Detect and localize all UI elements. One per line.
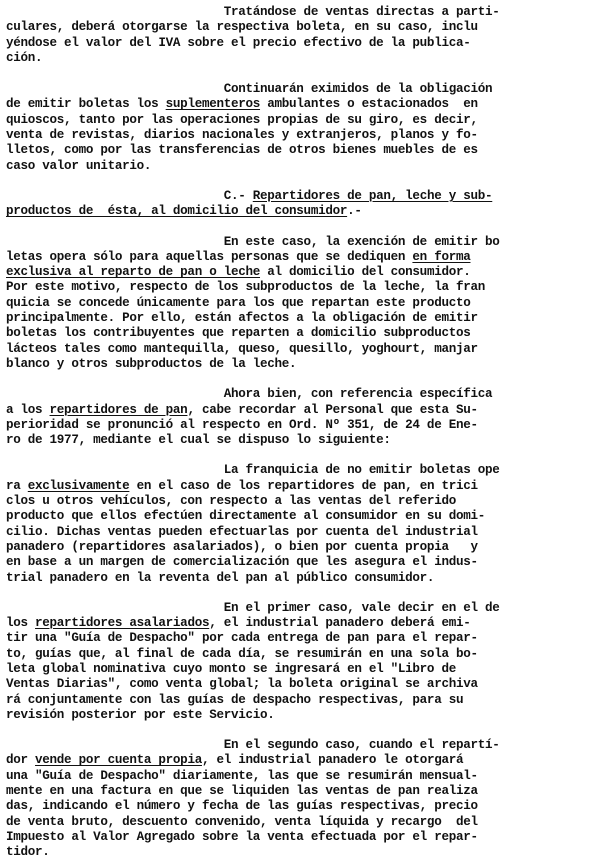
- text-run: ción.: [6, 50, 43, 65]
- text-line: [6, 128, 601, 143]
- paragraph: [6, 189, 601, 220]
- text-run: Ahora bien, con referencia específica: [6, 387, 493, 402]
- text-run: en el caso de los repartidores de pan, en trici: [129, 478, 478, 493]
- text-line: [6, 189, 601, 204]
- paragraph: [6, 601, 601, 723]
- text-line: [6, 342, 601, 357]
- text-run: ambulantes o estacionados en: [260, 97, 478, 112]
- text-line: [6, 509, 601, 524]
- text-line: [6, 326, 601, 341]
- text-run: quicia se concede únicamente para los que repartan este producto: [6, 295, 471, 310]
- text-run: cilio. Dichas ventas pueden efectuarlas por cuenta del industrial: [6, 524, 478, 539]
- text-line: [6, 753, 601, 768]
- paragraph: [6, 738, 601, 860]
- text-line: [6, 403, 601, 418]
- text-line: [6, 357, 601, 372]
- text-run: ra: [6, 478, 28, 493]
- paragraph: [6, 387, 601, 448]
- text-line: [6, 5, 601, 20]
- text-run: yéndose el valor del IVA sobre el precio efectivo de la publica-: [6, 35, 471, 50]
- text-run: lácteos tales como mantequilla, queso, quesillo, yoghourt, manjar: [6, 341, 478, 356]
- text-run: Ventas Diarias", como venta global; la boleta original se archiva: [6, 677, 478, 692]
- text-run: clos u otros vehículos, con respecto a las ventas del referido: [6, 494, 456, 509]
- text-run: los: [6, 616, 36, 631]
- text-line: [6, 433, 601, 448]
- text-run: , cabe recordar al Personal que esta Su-: [187, 402, 478, 417]
- underlined-text: repartidores asalariados: [35, 616, 210, 631]
- text-line: [6, 479, 601, 494]
- text-line: [6, 571, 601, 586]
- text-line: [6, 97, 601, 112]
- text-line: [6, 830, 601, 845]
- text-line: [6, 845, 601, 860]
- text-run: de venta bruto, descuento convenido, venta líquida y recargo del: [6, 814, 478, 829]
- text-line: [6, 250, 601, 265]
- text-run: leta global nominativa cuyo monto se ingresará en el "Libro de: [6, 661, 456, 676]
- text-run: en base a un margen de comercialización que les asegura el indus-: [6, 555, 478, 570]
- text-run: mente en una factura en que se liquiden las ventas de pan realiza: [6, 784, 478, 799]
- text-line: [6, 647, 601, 662]
- text-run: En este caso, la exención de emitir bo: [6, 234, 500, 249]
- text-run: venta de revistas, diarios nacionales y extranjeros, planos y fo-: [6, 128, 478, 143]
- text-run: , el industrial panadero deberá emi-: [209, 616, 471, 631]
- text-line: [6, 601, 601, 616]
- text-line: [6, 693, 601, 708]
- text-line: [6, 311, 601, 326]
- text-line: [6, 799, 601, 814]
- paragraph: [6, 5, 601, 66]
- underlined-text: vende por cuenta propia: [35, 753, 202, 768]
- text-line: [6, 525, 601, 540]
- text-line: [6, 784, 601, 799]
- text-run: Impuesto al Valor Agregado sobre la venta efectuada por el repar-: [6, 829, 478, 844]
- text-line: [6, 20, 601, 35]
- text-run: quioscos, tanto por las operaciones propias de su giro, es decir,: [6, 112, 478, 127]
- underlined-text: Repartidores de pan, leche y sub-: [252, 188, 493, 203]
- text-line: [6, 51, 601, 66]
- text-line: [6, 769, 601, 784]
- text-line: [6, 159, 601, 174]
- text-run: principalmente. Por ello, están afectos a la obligación de emitir: [6, 311, 478, 326]
- text-run: una "Guía de Despacho" diariamente, las que se resumirán mensual-: [6, 768, 478, 783]
- text-run: culares, deberá otorgarse la respectiva boleta, en su caso, inclu: [6, 20, 478, 35]
- text-run: blanco y otros subproductos de la leche.: [6, 356, 297, 371]
- text-line: [6, 708, 601, 723]
- text-run: tir una "Guía de Despacho" por cada entrega de pan para el repar-: [6, 631, 478, 646]
- text-line: [6, 296, 601, 311]
- text-line: [6, 235, 601, 250]
- text-run: En el segundo caso, cuando el repartí-: [6, 738, 500, 753]
- text-run: das, indicando el número y fecha de las guías respectivas, precio: [6, 799, 478, 814]
- text-run: de emitir boletas los: [6, 97, 166, 112]
- underlined-text: productos de ésta, al domicilio del consumidor: [6, 204, 348, 219]
- text-line: [6, 113, 601, 128]
- text-run: C.-: [6, 188, 253, 203]
- text-line: [6, 631, 601, 646]
- text-line: [6, 280, 601, 295]
- underlined-text: en forma: [412, 249, 471, 264]
- text-run: dor: [6, 753, 36, 768]
- text-line: [6, 616, 601, 631]
- text-run: , el industrial panadero le otorgará: [201, 753, 464, 768]
- text-line: [6, 204, 601, 219]
- text-run: Por este motivo, respecto de los subproductos de la leche, la fran: [6, 280, 485, 295]
- text-run: caso valor unitario.: [6, 158, 152, 173]
- paragraph: [6, 463, 601, 585]
- underlined-text: exclusivamente: [27, 478, 130, 493]
- text-run: al domicilio del consumidor.: [260, 265, 471, 280]
- text-run: producto que ellos efectúen directamente al consumidor en su domi-: [6, 509, 485, 524]
- text-run: rá conjuntamente con las guías de despacho respectivas, para su: [6, 692, 464, 707]
- text-line: [6, 677, 601, 692]
- underlined-text: suplementeros: [165, 97, 261, 112]
- text-run: En el primer caso, vale decir en el de: [6, 600, 500, 615]
- text-run: boletas los contribuyentes que reparten a domicilio subproductos: [6, 326, 471, 341]
- text-run: tidor.: [6, 845, 50, 860]
- text-run: to, guías que, al final de cada día, se resumirán en una sola bo-: [6, 646, 478, 661]
- text-line: [6, 494, 601, 509]
- text-run: Continuarán eximidos de la obligación: [6, 82, 493, 97]
- text-run: Tratándose de ventas directas a parti-: [6, 5, 500, 19]
- text-run: .-: [347, 204, 362, 219]
- text-run: perioridad se pronunció al respecto en Ord. Nº 351, de 24 de Ene-: [6, 417, 478, 432]
- text-line: [6, 418, 601, 433]
- text-line: [6, 265, 601, 280]
- text-line: [6, 463, 601, 478]
- text-line: [6, 555, 601, 570]
- paragraph: [6, 235, 601, 373]
- text-run: ro de 1977, mediante el cual se dispuso lo siguiente:: [6, 433, 391, 448]
- text-line: [6, 82, 601, 97]
- underlined-text: exclusiva al reparto de pan o leche: [6, 265, 261, 280]
- text-run: trial panadero en la reventa del pan al público consumidor.: [6, 570, 435, 585]
- text-line: [6, 143, 601, 158]
- text-line: [6, 662, 601, 677]
- underlined-text: repartidores de pan: [49, 402, 188, 417]
- text-line: [6, 815, 601, 830]
- text-run: letas opera sólo para aquellas personas que se dediquen: [6, 249, 413, 264]
- text-run: a los: [6, 402, 50, 417]
- text-run: panadero (repartidores asalariados), o bien por cuenta propia y: [6, 539, 478, 554]
- text-run: La franquicia de no emitir boletas ope: [6, 463, 500, 478]
- text-line: [6, 36, 601, 51]
- paragraph: [6, 82, 601, 174]
- text-line: [6, 387, 601, 402]
- text-run: revisión posterior por este Servicio.: [6, 707, 275, 722]
- text-run: lletos, como por las transferencias de otros bienes muebles de es: [6, 143, 478, 158]
- text-line: [6, 540, 601, 555]
- text-line: [6, 738, 601, 753]
